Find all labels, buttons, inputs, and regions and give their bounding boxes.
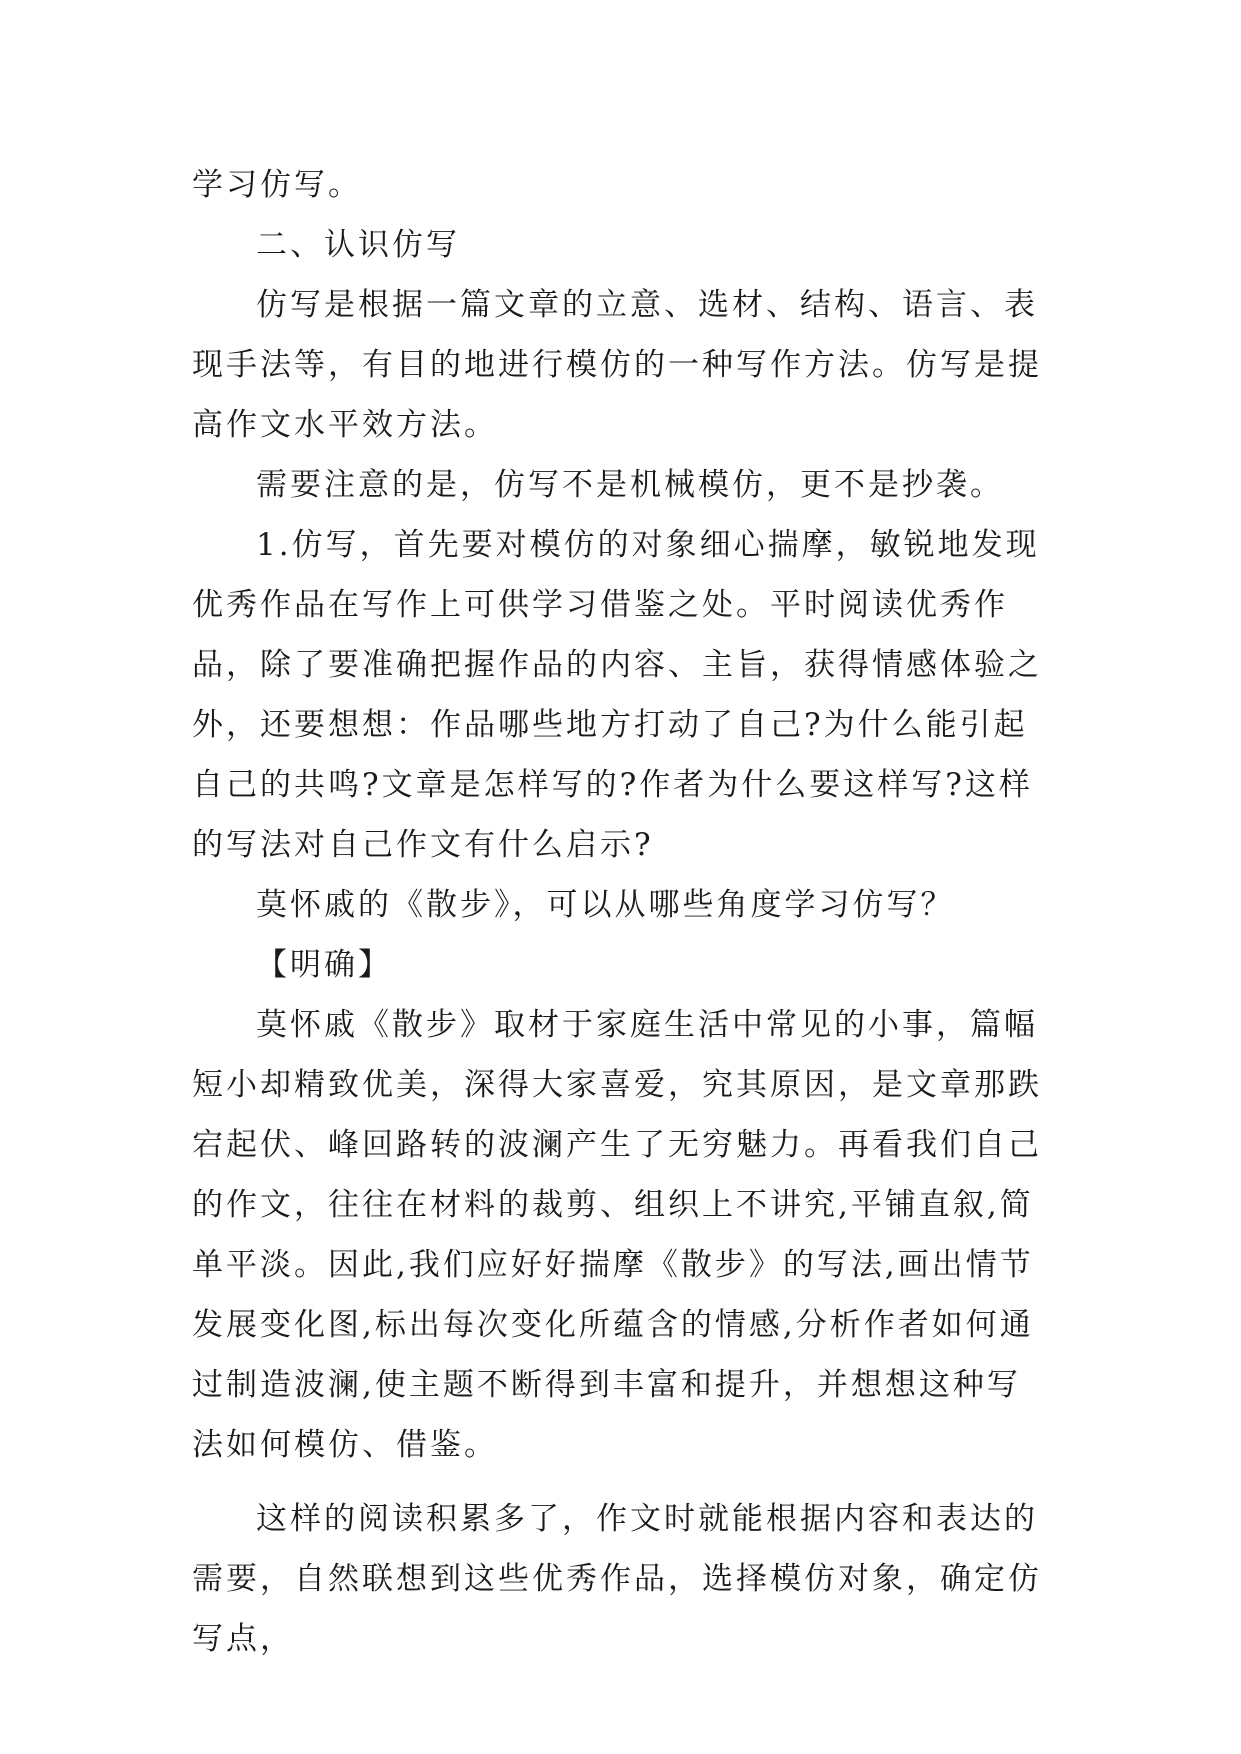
document-body: [192, 155, 1050, 1669]
paragraph-answer-label: 【明确】: [256, 947, 392, 983]
paragraph-conclusion: 这样的阅读积累多了，作文时就能根据内容和表达的需要，自然联想到这些优秀作品，选择模仿对象，确定仿写点，: [192, 1501, 1042, 1657]
paragraph-definition: 仿写是根据一篇文章的立意、选材、结构、语言、表现手法等，有目的地进行模仿的一种写作方法。仿写是提高作文水平效方法。: [192, 287, 1042, 443]
paragraph-point-1: 1.仿写，首先要对模仿的对象细心揣摩，敏锐地发现优秀作品在写作上可供学习借鉴之处。平时阅读优秀作品，除了要准确把握作品的内容、主旨，获得情感体验之外，还要想想：作品哪些地方打动了自己?为什么能引起自己的共鸣?文章是怎样写的?作者为什么要这样写?这样的写法对自己作文有什么启示?: [192, 527, 1042, 863]
section-heading: 二、认识仿写: [256, 227, 460, 263]
paragraph-answer: 莫怀戚《散步》取材于家庭生活中常见的小事，篇幅短小却精致优美，深得大家喜爱，究其原因，是文章那跌宕起伏、峰回路转的波澜产生了无穷魅力。再看我们自己的作文，往往在材料的裁剪、组织上不讲究,平铺直叙,简单平淡。因此,我们应好好揣摩《散步》的写法,画出情节发展变化图,标出每次变化所蕴含的情感,分析作者如何通过制造波澜,使主题不断得到丰富和提升，并想想这种写法如何模仿、借鉴。: [192, 1007, 1042, 1463]
paragraph-continuation: 学习仿写。: [192, 167, 362, 203]
paragraph-note: 需要注意的是，仿写不是机械模仿，更不是抄袭。: [256, 467, 1004, 503]
paragraph-question: 莫怀戚的《散步》，可以从哪些角度学习仿写？: [256, 887, 955, 923]
